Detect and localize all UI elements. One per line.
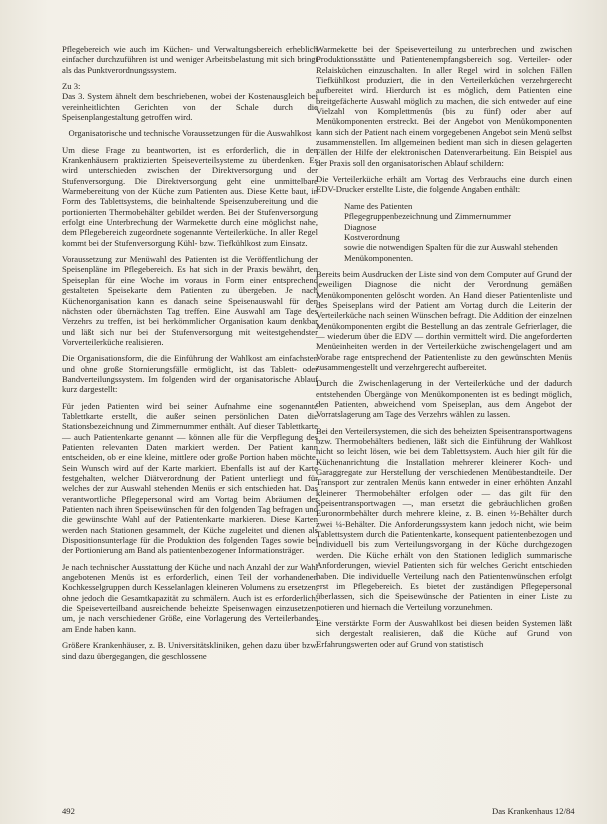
paragraph: Das 3. System ähnelt dem beschriebenen, wobei der Kostenausgleich bei vereinheitlichten Gerichten von der Schale durch die Speisenplangestaltung getroffen wird. [62, 91, 318, 123]
left-column [62, 44, 318, 667]
paragraph: Um diese Frage zu beantworten, ist es erforderlich, die in den Krankenhäusern praktizierten Speiseverteilsysteme zu überdenken. Es wird unterschieden zwischen der Direktversorgung und der Stufenversorgung. Die Direktversorgung geht eine unmittelbare Warmebereitung von der Küche zum Patienten aus. Diese Kette baut, in Form des Tablettsystems, die beinhaltende Speisenzubereitung und die portionierten Thermobehälter gebildet werden. Bei der Stufenversorgung erfolgt eine Unterbrechung der Warmekette durch eine möglichst nahe, dem Pflegebereich zugeordnete sogenannte Verteilerküche. In aller Regel kommt bei der Stufenversorgung Kühl- bzw. Tiefkühlkost zum Einsatz. [62, 144, 318, 248]
list-item: Name des Patienten [344, 200, 413, 211]
paragraph-label: Zu 3: [62, 81, 81, 92]
paragraph: Die Verteilerküche erhält am Vortag des Verbrauchs eine durch einen EDV-Drucker erstellte Liste, die folgende Angaben enthält: [316, 174, 572, 195]
section-heading: Organisatorische und technische Voraussetzungen für die Auswahlkost [68, 128, 312, 139]
list-item: Pflegegruppenbezeichnung und Zimmernummer [344, 211, 512, 222]
paragraph: Durch die Zwischenlagerung in der Verteilerküche und der dadurch entstehenden Übergänge von Menükomponenten ist es bedingt möglich, den Patienten, abweichend vom Speiseplan, aus dem Angebot der Vorratslagerung am Tage des Verzehrs wählen zu lassen. [316, 378, 572, 420]
journal-footer: Das Krankenhaus 12/84 [492, 806, 575, 816]
paragraph: Pflegebereich wie auch im Küchen- und Verwaltungsbereich erheblich einfacher durchzuführen ist und weniger Arbeitsbelastung mit sich bringt als das Punktverordnungssystem. [62, 44, 318, 75]
paragraph: Die Organisationsform, die die Einführung der Wahlkost am einfachsten und ohne große Stornierungsfälle ermöglicht, ist das Tablett- oder Bandverteilungssystem. Im folgenden wird der organisatorische Ablauf kurz dargestellt: [62, 353, 318, 395]
paragraph: Größere Krankenhäuser, z. B. Universitätskliniken, gehen dazu über bzw. sind dazu übergegangen, die geschlossene [62, 640, 318, 661]
paragraph: Bereits beim Ausdrucken der Liste sind von dem Computer auf Grund der jeweiligen Diagnose die nicht der Verordnung gemäßen Menükomponenten gelöscht worden. An Hand dieser Patientenliste und des Speiseplans wird der Patient am Vortag durch die Leiterin der Verteilerküche nach seinen Wünschen befragt. Die Addition der einzelnen Menükomponenten ergibt die Bestellung an das zentrale Gefrierlager, die — wiederum über die EDV — dorthin vermittelt wird. Die angeforderten Menüeinheiten werden in der Verteilerküche zwischengelagert und am Vorabe rage entsprechend der Patientenliste zu den gewünschten Menüs zusammengestellt und verzehrgerecht aufbereitet. [316, 268, 572, 372]
paragraph: Warmekette bei der Speiseverteilung zu unterbrechen und zwischen Produktionsstätte und Patientenempfangsbereich sog. Verteiler- oder Relaisküchen einzuschalten. In aller Regel wird in solchen Fällen Tiefkühlkost produziert, die in den Verteilerküchen verzehrgerecht aufbereitet wird. Hierdurch ist es möglich, dem Patienten eine breitgefächerte Auswahl möglich zu machen, die sich entweder auf eine Vielzahl von Komplettmenüs (bis zu fünf) oder aber auf Menükomponenten erstreckt. Bei der Angebot von Menükomponenten kann sich der Patient nach einem vorgegebenen Angebot sein Menü selbst zusammenstellen. Im allgemeinen bedient man sich in diesen gelagerten Fällen der Hilfe der elektronischen Datenverarbeitung. Ein Beispiel aus der Praxis soll den organisatorischen Ablauf schildern: [316, 44, 572, 168]
list-item: Diagnose [344, 221, 377, 232]
paragraph: Je nach technischer Ausstattung der Küche und nach Anzahl der zur Wahl angebotenen Menüs ist es erforderlich, einen Teil der vorhandenen Kochkesselgruppen durch Kesselanlagen kleineren Volumens zu ersetzen, ohne jedoch die Gesamtkapazität zu schmälern. Auch ist es erforderlich, die Speiseverteilband ausreichende beheizte Speisenwagen einzusetzen, um, je nach verschiedener Größe, eine Vorlagerung des Verteilerbandes am Ende haben kann. [62, 561, 318, 634]
paragraph: Bei den Verteilersystemen, die sich des beheizten Speisentransportwagens bzw. Thermobehälters bedienen, läßt sich die Einführung der Wahlkost nicht so leicht lösen, wie bei dem Tablettsystem. Auch hier gilt für die Küchenanrichtung die Installation mehrerer kleinerer Koch- und Garaggregate zur Herstellung der verschiedenen Menübestandteile. Der Transport zur zentralen Menüs kann entweder in einer erhöhten Anzahl kleinerer Thermobehälter erfolgen oder — das gilt für den Speisentransportwagen —, man ersetzt die gebräuchlichen großen Euronormbehälter durch mehrere kleine, z. B. einen ½-Behälter durch zwei ¼-Behälter. Die Anforderungssystem kann jedoch nicht, wie beim Tablettsystem durch die Patientenkarte, konsequent patientenbezogen und individuell bis zum Verteilungsvorgang in der Küche durchgezogen werden. Die Küche erhält von den Stationen lediglich summarische Anforderungen, wieviel Patienten sich für welches Gericht entschieden haben. Die individuelle Verteilung nach den Patientenwünschen erfolgt erst im Pflegebereich. Es bietet der zuständigen Pflegepersonal überlassen, sich die Speisewünsche der Patienten in einer Liste zu notieren und hiernach die Verteilung vorzunehmen. [316, 425, 572, 612]
paragraph: Voraussetzung zur Menüwahl des Patienten ist die Veröffentlichung der Speisenpläne im Pflegebereich. Es hat sich in der Praxis bewährt, den Speiseplan für eine Woche im voraus in Form einer entsprechend gestalteten Speisekarte dem Patienten zu übergeben. Je nach Küchenorganisation kann es danach seine Speisenauswahl für den nächsten oder übernächsten Tag treffen. Eine Auswahl am Tage des Verzehrs zu treffen, ist bei herkömmlicher Organisation kaum denkbar und läßt sich nur bei der Stufenversorgung mit weitestgehendster Vorverteilerküche realisieren. [62, 254, 318, 347]
list-item: sowie die notwendigen Spalten für die zur Auswahl stehenden Menükomponenten. [344, 242, 558, 263]
page-number: 492 [62, 806, 75, 816]
right-column [316, 44, 572, 655]
list-item: Kostverordnung [344, 231, 400, 242]
paragraph: Für jeden Patienten wird bei seiner Aufnahme eine sogenannte Tablettkarte erstellt, die außer seinen persönlichen Daten die Stationsbezeichnung und Zimmernummer enthält. Auf dieser Tablettkarte — auch Patientenkarte genannt — können alle für die Verpflegung des Patienten relevanten Daten markiert werden. Der Patient kann entscheiden, ob er eine kleine, mittlere oder große Portion haben möchte. Sein Wunsch wird auf der Karte markiert. Ebenfalls ist auf der Karte festgehalten, welcher Diätverordnung der Patient unterliegt und für welches der zur Auswahl stehenden Menüs er sich entschieden hat. Das verantwortliche Pflegepersonal wird am Vortag beim Abräumen der Patienten nach ihren Speisewünschen für den folgenden Tag befragen und die gewünschte Wahl auf der Patientenkarte markieren. Diese Karten werden nach Stationen gesammelt, der Küche zugeleitet und dienen als Dispositionsunterlage für die Produktion des folgenden Tages sowie bei der Portionierung am Band als patientenbezogener Informationsträger. [62, 400, 318, 556]
paragraph: Eine verstärkte Form der Auswahlkost bei diesen beiden Systemen läßt sich dergestalt realisieren, daß die Küche auf Grund von Erfahrungswerten oder auf Grund von statistisch [316, 617, 572, 649]
data-list [316, 201, 572, 263]
